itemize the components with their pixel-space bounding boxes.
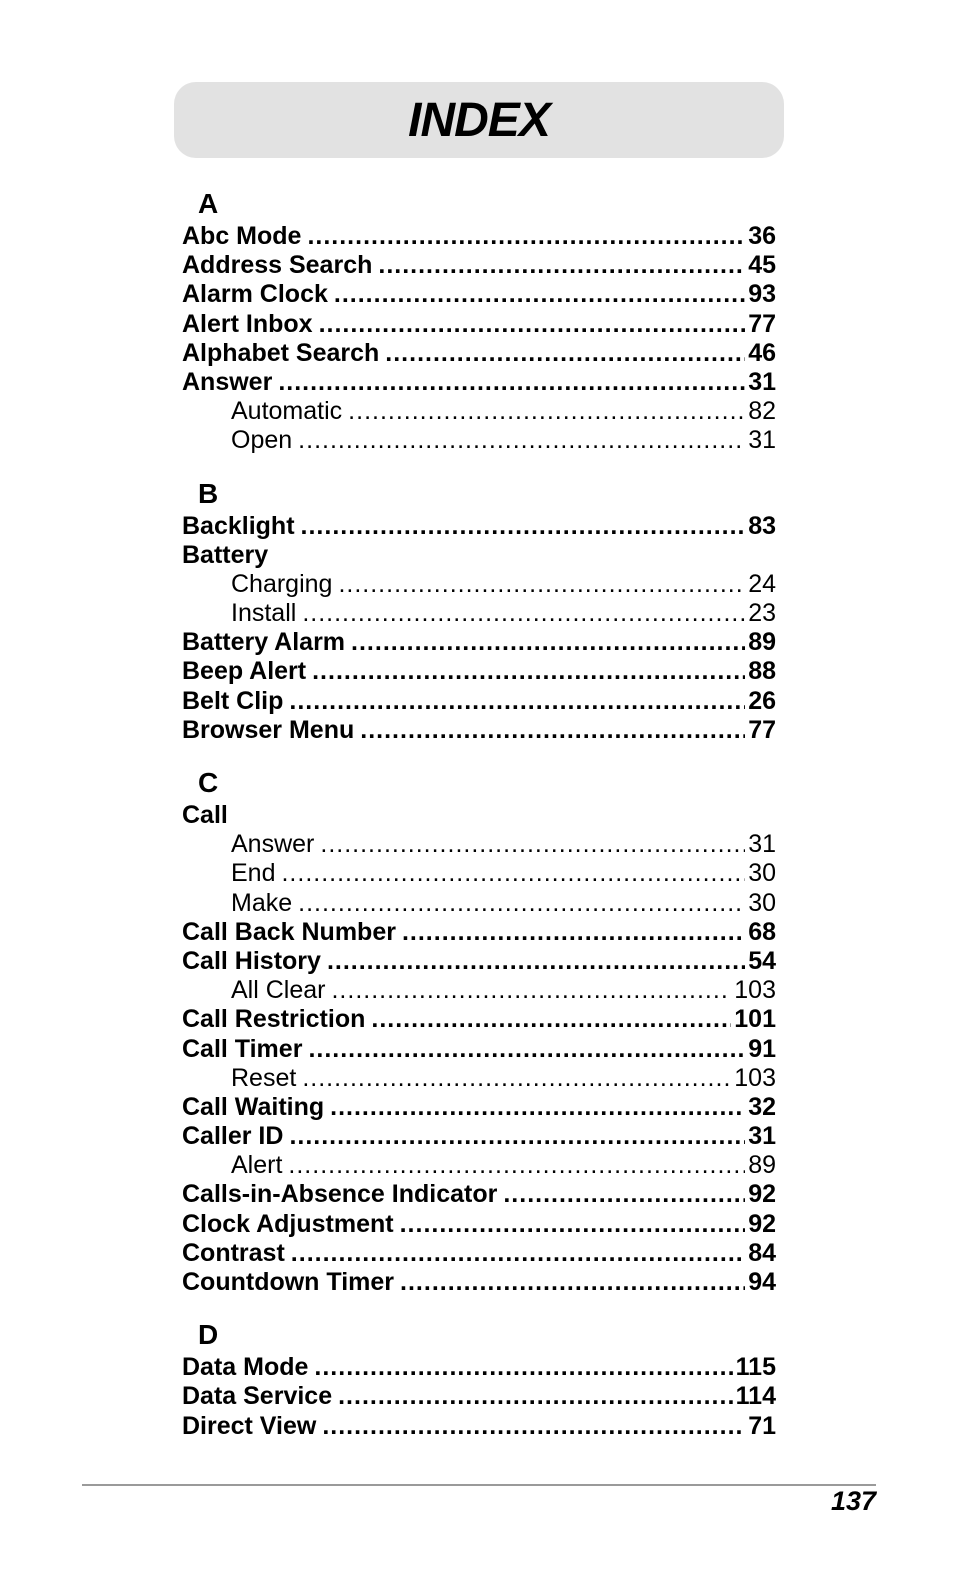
dot-leader [400,1210,746,1239]
index-body [182,186,776,1461]
entry-label: Open [231,426,293,455]
entry-label: Data Mode [182,1353,309,1382]
entry-label: Call Waiting [182,1092,325,1121]
entry-page: 115 [735,1353,776,1382]
entry-label: Reset [231,1063,297,1092]
entry-label: Alert [231,1151,283,1180]
entry-label: Caller ID [182,1122,284,1151]
index-entry [182,1412,776,1441]
entry-page: 71 [748,1411,776,1440]
entry-label: Install [231,599,297,628]
entry-page: 54 [748,946,776,975]
index-section-entries [182,222,776,456]
dot-leader [298,889,745,918]
index-subentry [182,830,776,859]
index-entry [182,947,776,976]
dot-leader [338,570,745,599]
index-subentry [182,889,776,918]
entry-page: 88 [748,657,776,686]
entry-page: 82 [748,397,776,426]
index-entry [182,339,776,368]
entry-label: Call [182,801,228,829]
entry-page: 101 [734,1005,776,1034]
entry-page: 93 [748,280,776,309]
entry-label: Belt Clip [182,686,284,715]
entry-page: 92 [748,1180,776,1209]
dot-leader [402,918,745,947]
index-section-entries [182,801,776,1297]
entry-page: 83 [748,511,776,540]
entry-label: Answer [182,367,273,396]
entry-label: Contrast [182,1238,285,1267]
dot-leader [307,222,745,251]
entry-label: Data Service [182,1382,333,1411]
dot-leader [289,687,745,716]
entry-label: Address Search [182,251,373,280]
entry-label: Call History [182,946,321,975]
index-entry [182,918,776,947]
index-entry [182,1180,776,1209]
index-subentry [182,397,776,426]
index-entry [182,310,776,339]
index-subentry [182,976,776,1005]
entry-label: Backlight [182,511,295,540]
entry-page: 89 [748,628,776,657]
index-section-entries [182,512,776,746]
entry-label: Battery [182,540,269,569]
index-entry [182,1122,776,1151]
index-entry [182,541,776,570]
entry-page: 24 [748,569,776,598]
entry-page: 103 [734,1063,776,1092]
dot-leader [291,1239,745,1268]
dot-leader [331,976,731,1005]
entry-label: End [231,859,276,888]
page-title: INDEX [408,93,550,147]
entry-label: Alert Inbox [182,309,313,338]
index-entry [182,251,776,280]
entry-label: Call Restriction [182,1005,366,1034]
dot-leader [371,1005,731,1034]
dot-leader [308,1035,745,1064]
index-entry [182,1093,776,1122]
entry-page: 77 [748,715,776,744]
index-entry [182,1382,776,1411]
section-letter: A [198,188,219,219]
entry-page: 36 [748,222,776,250]
entry-label: All Clear [231,976,326,1005]
index-subentry [182,570,776,599]
index-entry [182,368,776,397]
entry-label: Alphabet Search [182,338,380,367]
entry-page: 92 [748,1209,776,1238]
entry-label: Direct View [182,1411,317,1440]
entry-page: 114 [735,1382,776,1411]
dot-leader [330,1093,745,1122]
index-title-box [174,82,784,158]
dot-leader [503,1180,745,1209]
entry-label: Abc Mode [182,222,302,250]
index-subentry [182,1064,776,1093]
entry-page: 77 [748,309,776,338]
entry-page: 30 [748,888,776,917]
entry-page: 31 [748,830,776,859]
dot-leader [281,859,745,888]
dot-leader [314,1353,732,1382]
index-section-entries [182,1353,776,1441]
index-entry [182,657,776,686]
dot-leader [298,426,745,455]
dot-leader [378,251,745,280]
entry-page: 45 [748,251,776,280]
entry-label: Beep Alert [182,657,307,686]
dot-leader [288,1151,745,1180]
entry-page: 31 [748,1122,776,1151]
dot-leader [338,1382,733,1411]
entry-page: 94 [748,1268,776,1296]
entry-page: 103 [734,976,776,1005]
entry-page: 30 [748,859,776,888]
entry-page: 89 [748,1151,776,1180]
dot-leader [302,1064,731,1093]
index-entry [182,1353,776,1382]
dot-leader [320,830,745,859]
entry-page: 91 [748,1034,776,1063]
entry-page: 23 [748,599,776,628]
entry-page: 46 [748,338,776,367]
entry-label: Answer [231,830,315,859]
section-letter: C [198,767,219,798]
entry-page: 26 [748,686,776,715]
index-entry [182,1210,776,1239]
section-letter: B [198,477,219,509]
entry-page: 84 [748,1238,776,1267]
index-subentry [182,859,776,888]
entry-page: 32 [748,1092,776,1121]
index-entry [182,1239,776,1268]
entry-label: Calls-in-Absence Indicator [182,1180,498,1209]
index-entry [182,1035,776,1064]
entry-label: Automatic [231,397,343,426]
dot-leader [327,947,745,976]
dot-leader [351,628,745,657]
entry-label: Alarm Clock [182,280,328,309]
index-entry [182,716,776,745]
entry-label: Battery Alarm [182,628,346,657]
dot-leader [319,310,746,339]
entry-label: Call Back Number [182,917,396,946]
dot-leader [312,657,745,686]
dot-leader [322,1412,745,1441]
index-subentry [182,1151,776,1180]
dot-leader [301,512,746,541]
dot-leader [360,716,745,745]
entry-label: Make [231,888,293,917]
index-entry [182,1005,776,1034]
dot-leader [278,368,745,397]
page-number: 137 [830,1486,876,1516]
entry-label: Charging [231,569,333,598]
index-entry [182,687,776,716]
entry-page: 31 [748,367,776,396]
entry-label: Countdown Timer [182,1268,395,1296]
index-entry [182,628,776,657]
dot-leader [400,1268,745,1297]
entry-page: 68 [748,917,776,946]
dot-leader [348,397,745,426]
index-entry [182,280,776,309]
dot-leader [289,1122,745,1151]
entry-label: Call Timer [182,1034,303,1063]
index-subentry [182,599,776,628]
section-letter: D [198,1319,219,1351]
entry-label: Clock Adjustment [182,1209,394,1238]
dot-leader [334,280,745,309]
index-entry [182,222,776,251]
entry-label: Browser Menu [182,715,355,744]
index-entry [182,512,776,541]
footer-rule [82,1484,876,1486]
dot-leader [385,339,745,368]
index-entry [182,801,776,830]
index-subentry [182,426,776,455]
index-entry [182,1268,776,1297]
dot-leader [302,599,745,628]
entry-page: 31 [748,426,776,455]
